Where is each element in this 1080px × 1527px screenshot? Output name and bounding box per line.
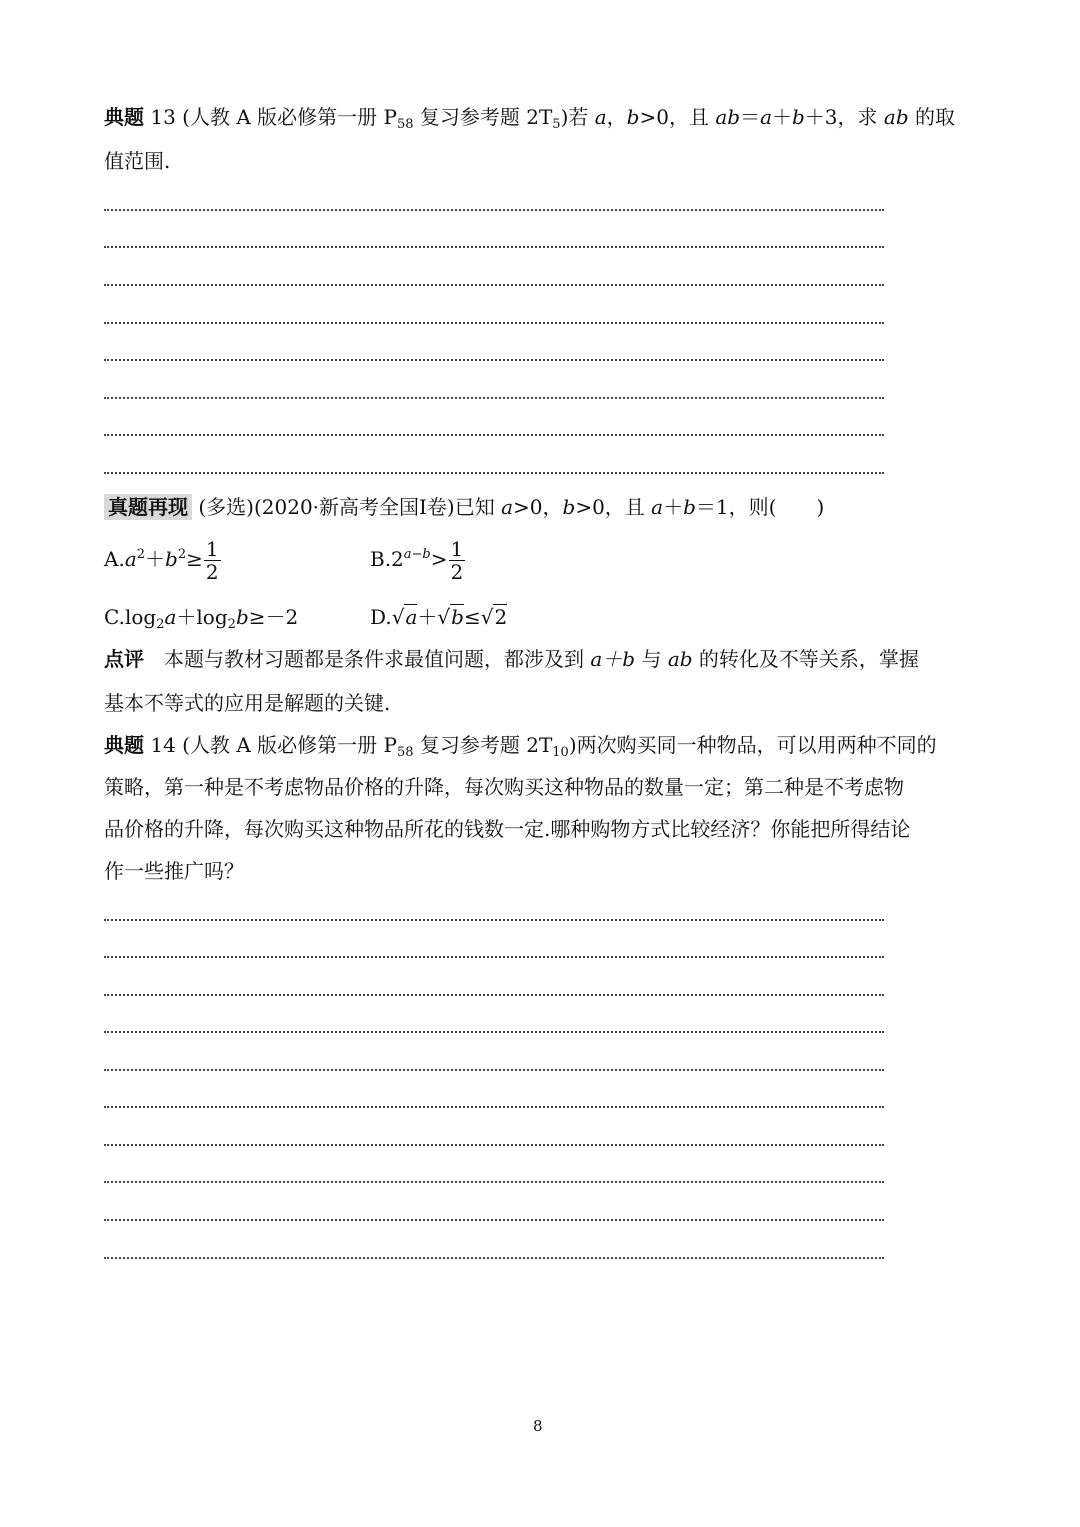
problem-14-line-3: 品价格的升降，每次购买这种物品所花的钱数一定.哪种购物方式比较经济？你能把所得结论 <box>104 817 911 841</box>
comment-label: 点评 <box>104 647 144 671</box>
page-number: 8 <box>533 1417 543 1435</box>
answer-line <box>104 397 884 399</box>
answer-line <box>104 472 884 474</box>
sqrt-icon: √ <box>391 605 405 629</box>
problem-14-label: 典题 <box>104 733 144 757</box>
problem-14-line-1: 典题 14 (人教 A 版必修第一册 $P_{58}$ 复习参考题 $2T_{10}$)两次购买同一种物品，可以用两种不同的 <box>104 733 937 760</box>
answer-line <box>104 284 884 286</box>
comment-line-2: 基本不等式的应用是解题的关键. <box>104 691 391 715</box>
answer-line <box>104 322 884 324</box>
answer-line <box>104 956 884 958</box>
answer-line <box>104 1144 884 1146</box>
answer-line <box>104 1219 884 1221</box>
real-exam-question: 真题再现 (多选)(2020·新高考全国Ⅰ卷)已知 a>0，b>0，且 a＋b＝1，则( ) <box>104 490 976 524</box>
fraction-one-half: $\frac{1}{2}$ <box>450 537 464 584</box>
option-d: D.√a＋√b≤√2 <box>370 605 508 629</box>
answer-line <box>104 1031 884 1033</box>
sqrt-icon: √ <box>437 605 451 629</box>
answer-line <box>104 994 884 996</box>
answer-line <box>104 1257 884 1259</box>
option-c: $C.\log_2a+\log_2b\ge-2$ <box>104 605 299 632</box>
real-exam-tag: 真题再现 <box>104 494 192 520</box>
answer-line <box>104 919 884 921</box>
answer-line <box>104 434 884 436</box>
problem-14-line-4: 作一些推广吗？ <box>104 859 244 883</box>
answer-line <box>104 1181 884 1183</box>
sqrt-icon: √ <box>480 605 494 629</box>
answer-line <box>104 1069 884 1071</box>
problem-13-line-1: 典题 13 (人教 A 版必修第一册 $P_{58}$ 复习参考题 $2T_5$)若 a，b>0，且 ab＝a＋b＋3，求 ab 的取 <box>104 105 955 132</box>
comment-line-1: 点评 本题与教材习题都是条件求最值问题，都涉及到 a＋b 与 ab 的转化及不等关系，掌握 <box>104 647 919 671</box>
problem-14-line-2: 策略，第一种是不考虑物品价格的升降，每次购买这种物品的数量一定；第二种是不考虑物 <box>104 775 904 799</box>
answer-line <box>104 359 884 361</box>
problem-13-line-2: 值范围. <box>104 149 171 173</box>
fraction-one-half: $\frac{1}{2}$ <box>205 537 219 584</box>
option-a: $A.a^2+b^2\ge$ $\frac{1}{2}$ <box>104 537 219 584</box>
option-b: $B.2^{a-b}>$ $\frac{1}{2}$ <box>370 537 464 584</box>
answer-line <box>104 209 884 211</box>
answer-line <box>104 246 884 248</box>
problem-13-label: 典题 <box>104 105 144 129</box>
answer-line <box>104 1106 884 1108</box>
